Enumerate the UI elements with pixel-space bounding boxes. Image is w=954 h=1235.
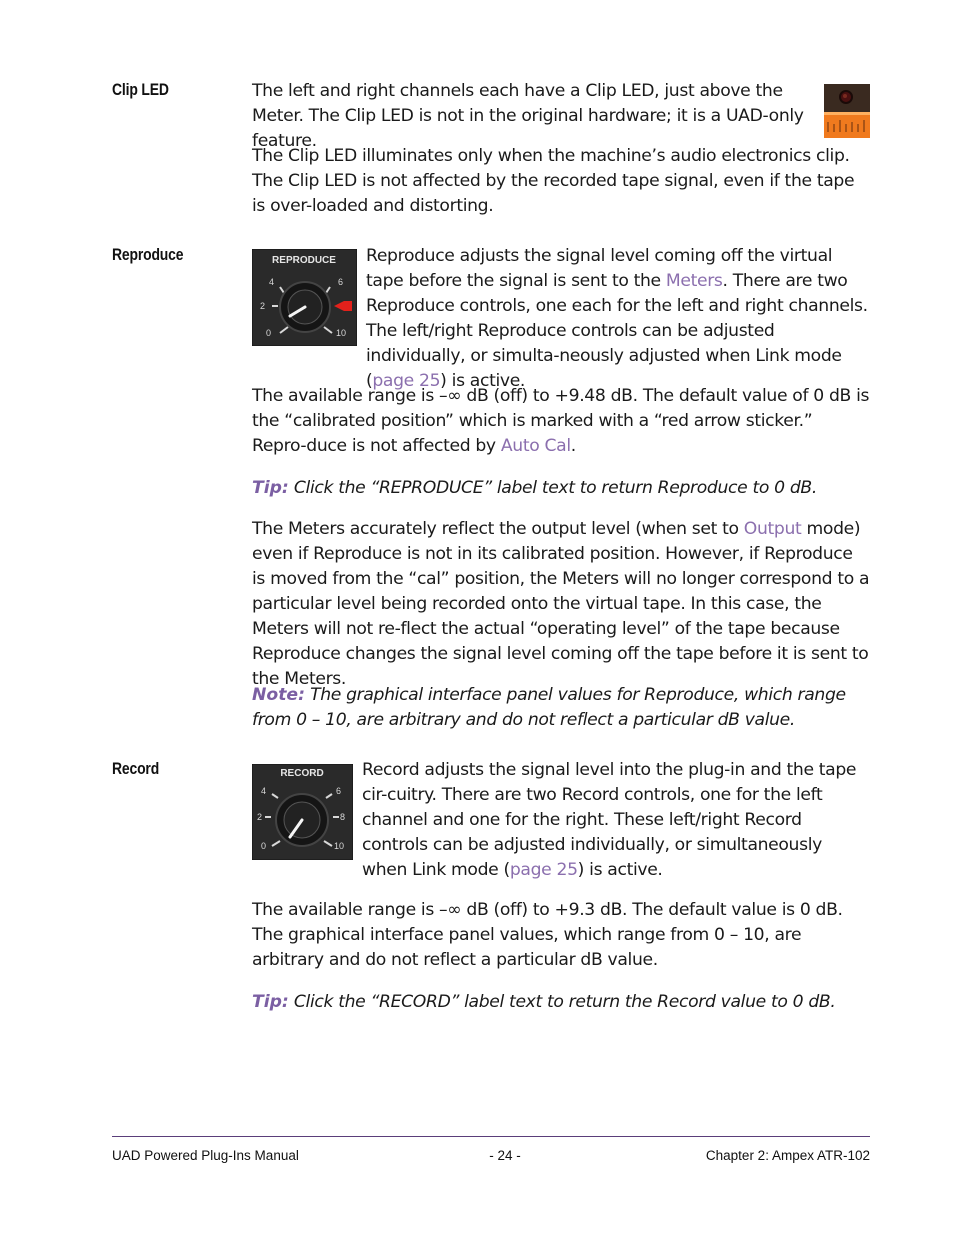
footer-chapter-title: Chapter 2: Ampex ATR-102 bbox=[705, 1148, 870, 1163]
footer-manual-title: UAD Powered Plug-Ins Manual bbox=[112, 1148, 299, 1163]
section-heading-reproduce: Reproduce bbox=[112, 245, 184, 264]
page-25-link[interactable]: page 25 bbox=[509, 860, 578, 880]
tip-label: Tip: bbox=[252, 992, 289, 1012]
tip-label: Tip: bbox=[252, 478, 289, 498]
clip-led-paragraph-1: The left and right channels each have a Clip LED, just above the Meter. The Clip LED is not in the original hardware; it is a UAD-only feature. bbox=[252, 81, 804, 151]
section-heading-record: Record bbox=[112, 759, 160, 778]
reproduce-tip: Tip: Click the “REPRODUCE” label text to return Reproduce to 0 dB. bbox=[252, 478, 817, 498]
reproduce-scale-2: 2 bbox=[260, 301, 266, 311]
record-scale-10: 10 bbox=[334, 841, 345, 851]
reproduce-paragraph-3: The Meters accurately reflect the output level (when set to Output mode) even if Reproduce is not in its calibrated position. However, if Reproduce is moved from the “cal” position, the Meters will no longer correspond to a particular level being recorded onto the virtual tape. In this case, the Meters will not re-flect the actual “operating level” of the tape because Reproduce changes the signal level coming off the tape before it is sent to the Meters. bbox=[252, 519, 870, 689]
record-knob-image bbox=[252, 764, 353, 860]
reproduce-knob-label: REPRODUCE bbox=[272, 255, 336, 266]
output-link[interactable]: Output bbox=[743, 519, 802, 539]
reproduce-scale-6: 6 bbox=[338, 277, 344, 287]
record-scale-2: 2 bbox=[257, 812, 263, 822]
record-knob-label: RECORD bbox=[280, 768, 324, 779]
reproduce-paragraph-1: Reproduce adjusts the signal level coming off the virtual tape before the signal is sent to the Meters. There are two Reproduce controls, one each for the left and right channels. The left/right Reproduce controls can be adjusted individually, or simulta-neously adjusted when Link mode (page 25) is active. bbox=[366, 246, 868, 391]
footer-page-number: - 24 - bbox=[489, 1148, 521, 1163]
clip-led-image bbox=[824, 84, 870, 138]
page-25-link[interactable]: page 25 bbox=[372, 371, 441, 391]
record-scale-8: 8 bbox=[340, 812, 346, 822]
reproduce-scale-0: 0 bbox=[266, 328, 272, 338]
record-scale-6: 6 bbox=[336, 786, 342, 796]
footer-divider bbox=[112, 1136, 870, 1137]
auto-cal-link[interactable]: Auto Cal bbox=[500, 436, 571, 456]
clip-led-paragraph-2: The Clip LED illuminates only when the machine’s audio electronics clip. The Clip LED is not affected by the recorded tape signal, even if the tape is over-loaded and distorting. bbox=[252, 146, 855, 216]
reproduce-note: Note: The graphical interface panel values for Reproduce, which range from 0 – 10, are arbitrary and do not reflect a particular dB value. bbox=[252, 685, 846, 730]
reproduce-knob-image bbox=[252, 249, 357, 346]
reproduce-paragraph-2: The available range is –∞ dB (off) to +9.48 dB. The default value of 0 dB is the “calibrated position” which is marked with a “red arrow sticker.” Repro-duce is not affected by Auto Cal. bbox=[252, 386, 870, 456]
record-scale-4: 4 bbox=[261, 786, 267, 796]
record-paragraph-2: The available range is –∞ dB (off) to +9.3 dB. The default value is 0 dB. The graphical interface panel values, which range from 0 – 10, are arbitrary and do not reflect a particular dB value. bbox=[252, 900, 843, 970]
record-tip: Tip: Click the “RECORD” label text to return the Record value to 0 dB. bbox=[252, 992, 836, 1012]
record-paragraph-1: Record adjusts the signal level into the plug-in and the tape cir-cuitry. There are two Record controls, one for the left channel and one for the right. These left/right Record controls can be adjusted individually, or simultaneously when Link mode (page 25) is active. bbox=[362, 760, 857, 880]
record-scale-0: 0 bbox=[261, 841, 267, 851]
note-label: Note: bbox=[252, 685, 305, 705]
reproduce-scale-4: 4 bbox=[269, 277, 275, 287]
meters-link[interactable]: Meters bbox=[665, 271, 723, 291]
section-heading-clip-led: Clip LED bbox=[112, 80, 169, 99]
reproduce-scale-10: 10 bbox=[336, 328, 347, 338]
